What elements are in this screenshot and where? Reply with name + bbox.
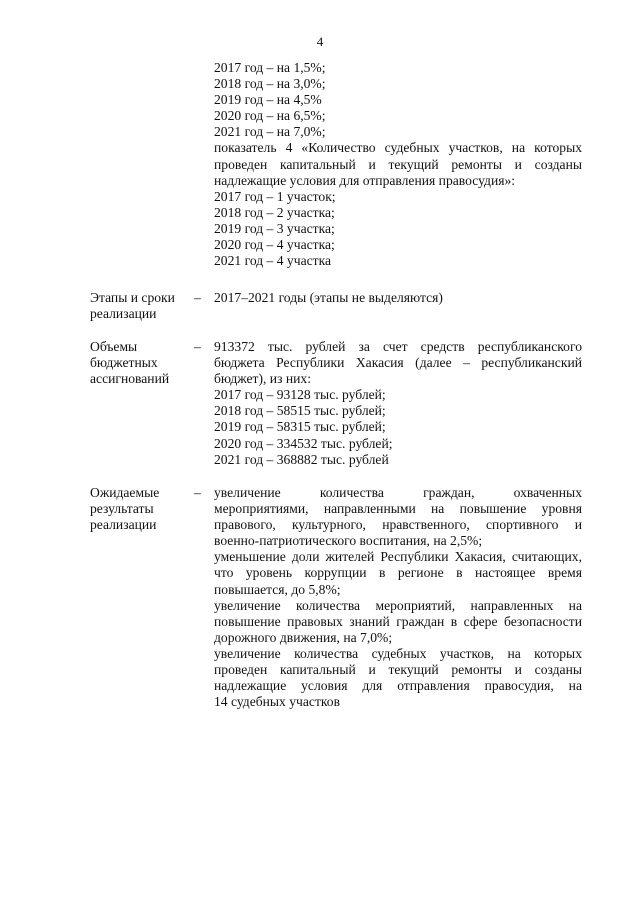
content-line: правового, культурного, нравственного, спортивного и	[214, 517, 582, 533]
indicator-3-year-line: 2019 год – на 4,5%	[214, 92, 322, 108]
results-content	[214, 485, 582, 710]
indicator-4-year-line: 2020 год – 4 участка;	[214, 237, 335, 253]
dash: –	[194, 339, 201, 354]
content-line: 14 судебных участков	[214, 694, 341, 710]
label-line: реализации	[90, 517, 157, 533]
content-line: бюджет), из них:	[214, 371, 311, 387]
label-line: Этапы и сроки	[90, 290, 175, 305]
label-line: Ожидаемые	[90, 485, 160, 500]
stages-label	[90, 290, 194, 322]
content-line: увеличение количества судебных участков, на которых	[214, 645, 582, 661]
content-line: дорожного движения, на 7,0%;	[214, 629, 393, 645]
content-line: повышается, до 5,8%;	[214, 581, 341, 597]
label-line: результаты	[90, 501, 154, 517]
indicator-4-year-line: 2021 год – 4 участка	[214, 253, 332, 269]
content-line: 2020 год – 334532 тыс. рублей;	[214, 435, 393, 451]
content-line: увеличение количества граждан, охваченных	[214, 485, 582, 500]
label-line: ассигнований	[90, 371, 170, 387]
indicator-4-title-line: показатель 4 «Количество судебных участков, на которых	[214, 140, 582, 156]
content-line: надлежащие условия для отправления правосудия, на	[214, 678, 582, 694]
indicator-4-title-line: надлежащие условия для отправления правосудия»:	[214, 172, 516, 188]
content-line: уменьшение доли жителей Республики Хакасия, считающих,	[214, 549, 582, 565]
dash: –	[194, 485, 201, 500]
indicator-3-year-line: 2018 год – на 3,0%;	[214, 76, 326, 92]
content-line: проведен капитальный и текущий ремонты и созданы	[214, 662, 582, 678]
content-line: 2017–2021 годы (этапы не выделяются)	[214, 290, 443, 305]
budget-label	[90, 339, 194, 387]
content-line: 2021 год – 368882 тыс. рублей	[214, 451, 389, 467]
content-line: военно-патриотического воспитания, на 2,5%;	[214, 533, 483, 549]
content-line: 2019 год – 58315 тыс. рублей;	[214, 419, 386, 435]
content-line: что уровень коррупции в регионе в настоящее время	[214, 565, 582, 581]
content-line: 913372 тыс. рублей за счет средств республиканского	[214, 339, 582, 354]
indicator-4-title-line: проведен капитальный и текущий ремонты и созданы	[214, 156, 582, 172]
indicator-4-year-line: 2018 год – 2 участка;	[214, 204, 335, 220]
content-line: мероприятиями, направленными на повышение уровня	[214, 501, 582, 517]
label-line: бюджетных	[90, 355, 158, 371]
indicator-4-year-line: 2017 год – 1 участок;	[214, 188, 336, 204]
indicator-4-year-line: 2019 год – 3 участка;	[214, 220, 335, 236]
stages-content	[214, 290, 582, 306]
dash: –	[194, 290, 201, 305]
content-line: 2017 год – 93128 тыс. рублей;	[214, 387, 386, 403]
content-line: бюджета Республики Хакасия (далее – республиканский	[214, 355, 582, 371]
content-line: увеличение количества мероприятий, направленных на	[214, 597, 582, 613]
indicator-3-year-line: 2020 год – на 6,5%;	[214, 108, 326, 124]
page-number: 4	[316, 34, 324, 49]
indicator-3-year-line: 2021 год – на 7,0%;	[214, 124, 326, 140]
indicator-3-year-line: 2017 год – на 1,5%;	[214, 60, 326, 75]
label-line: реализации	[90, 306, 157, 322]
indicator-continuation	[214, 60, 582, 269]
content-line: повышение правовых знаний граждан в сфере безопасности	[214, 613, 582, 629]
content-line: 2018 год – 58515 тыс. рублей;	[214, 403, 386, 419]
budget-content	[214, 339, 582, 468]
label-line: Объемы	[90, 339, 138, 354]
results-label	[90, 485, 194, 533]
